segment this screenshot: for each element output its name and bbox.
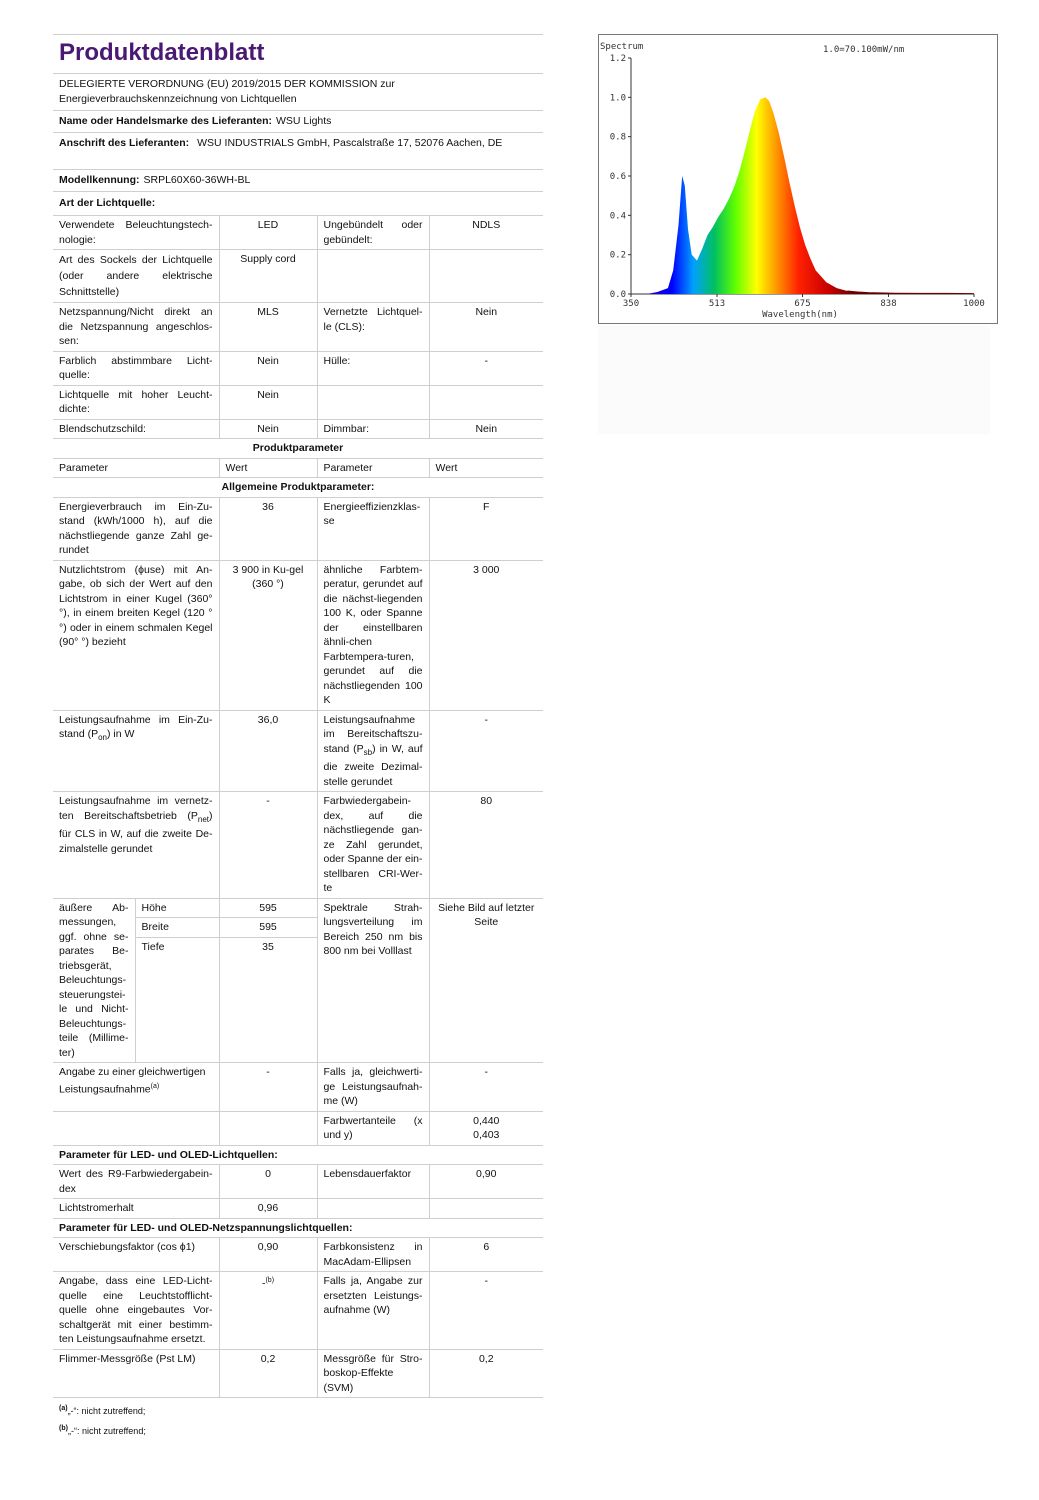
type-heading-row bbox=[53, 192, 543, 216]
datasheet bbox=[53, 34, 543, 1440]
x-tick-label: 513 bbox=[708, 299, 726, 309]
param-cell: Angabe zu einer gleichwertigen Leistungsaufnahme$^{(a)}$ bbox=[53, 1063, 219, 1112]
value-cell: - bbox=[429, 1272, 543, 1350]
y-tick-label: 0.4 bbox=[609, 211, 626, 222]
table-row bbox=[53, 216, 543, 250]
table-row bbox=[53, 1349, 543, 1398]
param-cell bbox=[317, 385, 429, 419]
param-cell: Energieeffizienzklas-se bbox=[317, 497, 429, 560]
column-header: Parameter bbox=[317, 458, 429, 478]
y-tick-label: 0.8 bbox=[609, 132, 626, 143]
param-cell: Energieverbrauch im Ein-Zu-stand (kWh/1000 h), auf die nächstliegende ganze Zahl ge-rundet bbox=[53, 497, 219, 560]
table-row bbox=[53, 792, 543, 899]
column-header: Parameter bbox=[53, 458, 219, 478]
y-tick-label: 1.2 bbox=[609, 54, 626, 64]
value-cell: - bbox=[429, 710, 543, 792]
section-heading: Produktparameter bbox=[53, 439, 543, 459]
table-row bbox=[53, 250, 543, 303]
value-cell: 6 bbox=[429, 1238, 543, 1272]
dimensions-cell bbox=[53, 898, 219, 1063]
value-cell: 3 900 in Ku-gel (360 °) bbox=[219, 560, 317, 710]
param-cell: Farblich abstimmbare Licht-quelle: bbox=[53, 351, 219, 385]
x-tick-label: 675 bbox=[794, 299, 811, 309]
param-cell: Nutzlichtstrom (ϕuse) mit An-gabe, ob sich der Wert auf den Lichtstrom in einer Kugel (360° °), in einem breiten Kegel (120 °°) oder in einem schmalen Kegel (90° °) bezieht bbox=[53, 560, 219, 710]
value-cell: NDLS bbox=[429, 216, 543, 250]
value-cell bbox=[429, 1111, 543, 1145]
table-row bbox=[53, 385, 543, 419]
depth-value: 35 bbox=[262, 940, 274, 953]
param-cell: Verwendete Beleuchtungstech-nologie: bbox=[53, 216, 219, 250]
column-header: Wert bbox=[429, 458, 543, 478]
value-cell: 36,0 bbox=[219, 710, 317, 792]
param-cell: Spektrale Strah-lungsverteilung im Bereich 250 nm bis 800 nm bei Volllast bbox=[317, 898, 429, 1063]
value-cell: 0,96 bbox=[219, 1199, 317, 1219]
section-heading: Parameter für LED- und OLED-Netzspannungslichtquellen: bbox=[53, 1218, 543, 1238]
model-row bbox=[53, 170, 543, 192]
section-heading: Allgemeine Produktparameter: bbox=[53, 478, 543, 498]
table-row bbox=[53, 351, 543, 385]
table-row bbox=[53, 419, 543, 439]
chart-annotation: 1.0=70.100mW/nm bbox=[823, 45, 905, 55]
x-value: 0,440 bbox=[473, 1114, 500, 1127]
value-cell: Nein bbox=[429, 303, 543, 352]
value-cell: 3 000 bbox=[429, 560, 543, 710]
value-cell: LED bbox=[219, 216, 317, 250]
param-cell: Wert des R9-Farbwiedergabein-dex bbox=[53, 1165, 219, 1199]
footnote-b: $^{(b)}$„-“: nicht zutreffend; bbox=[59, 1425, 146, 1437]
param-cell: Verschiebungsfaktor (cos ϕ1) bbox=[53, 1238, 219, 1272]
table-row bbox=[53, 1199, 543, 1219]
y-tick-label: 0.0 bbox=[609, 290, 626, 300]
spectrum-chart bbox=[598, 34, 998, 324]
address-row bbox=[53, 133, 543, 170]
value-cell: Nein bbox=[219, 419, 317, 439]
address-value: WSU INDUSTRIALS GmbH, Pascalstraße 17, 52076 Aachen, DE bbox=[197, 137, 503, 149]
y-tick-label: 1.0 bbox=[609, 93, 626, 104]
footnote-a: $^{(a)}$„-“: nicht zutreffend; bbox=[59, 1405, 146, 1417]
param-cell: Art des Sockels der Lichtquelle (oder andere elektrische Schnittstelle) bbox=[53, 250, 219, 303]
value-cell: - bbox=[219, 1063, 317, 1112]
value-cell: - bbox=[429, 1063, 543, 1112]
param-cell: Hülle: bbox=[317, 351, 429, 385]
param-cell: Blendschutzschild: bbox=[53, 419, 219, 439]
footnotes bbox=[53, 1400, 543, 1440]
page-title: Produktdatenblatt bbox=[53, 34, 543, 74]
value-cell bbox=[429, 385, 543, 419]
section-row bbox=[53, 1218, 543, 1238]
dimensions-values bbox=[219, 898, 317, 1063]
supplier-value: WSU Lights bbox=[276, 115, 332, 127]
table-row bbox=[53, 497, 543, 560]
param-cell: Netzspannung/Nicht direkt an die Netzspannung angeschlos-sen: bbox=[53, 303, 219, 352]
spectrum-plot bbox=[598, 34, 998, 324]
value-cell: 80 bbox=[429, 792, 543, 899]
section-row bbox=[53, 478, 543, 498]
value-cell: 0 bbox=[219, 1165, 317, 1199]
model-value: SRPL60X60-36WH-BL bbox=[143, 174, 251, 186]
param-cell: Leistungsaufnahme im Bereitschaftszu-stand $(P_{sb})$ in W, auf die zweite Dezimal-stelle gerundet bbox=[317, 710, 429, 792]
height-label: Höhe bbox=[136, 899, 220, 919]
value-cell: Nein bbox=[429, 419, 543, 439]
param-cell: Angabe, dass eine LED-Licht-quelle eine Leuchtstofflicht-quelle ohne eingebautes Vor-schaltgerät mit einer bestimm-ten Leistungsaufnahme ersetzt. bbox=[53, 1272, 219, 1350]
param-cell: Vernetzte Lichtquel-le (CLS): bbox=[317, 303, 429, 352]
param-cell: Leistungsaufnahme im vernetz-ten Bereitschaftsbetrieb $(P_{net})$ für CLS in W, auf die zweite De-zimalstelle gerundet bbox=[53, 792, 219, 899]
param-cell: Ungebündelt oder gebündelt: bbox=[317, 216, 429, 250]
x-tick-label: 350 bbox=[622, 299, 640, 309]
section-row bbox=[53, 439, 543, 459]
param-cell: Farbwertanteile (x und y) bbox=[317, 1111, 429, 1145]
depth-label: Tiefe bbox=[141, 940, 165, 953]
value-cell: Nein bbox=[219, 351, 317, 385]
dimensions-subtable bbox=[53, 899, 219, 1063]
param-cell: Falls ja, gleichwerti-ge Leistungsaufnah-me (W) bbox=[317, 1063, 429, 1112]
table-row bbox=[53, 710, 543, 792]
param-cell bbox=[317, 250, 429, 303]
value-cell: 36 bbox=[219, 497, 317, 560]
x-axis-label: Wavelength(nm) bbox=[762, 310, 838, 320]
section-row bbox=[53, 1145, 543, 1165]
param-cell: Falls ja, Angabe zur ersetzten Leistungs-aufnahme (W) bbox=[317, 1272, 429, 1350]
value-cell: - bbox=[219, 792, 317, 899]
value-cell: 0,90 bbox=[219, 1238, 317, 1272]
y-tick-label: 0.2 bbox=[609, 250, 626, 261]
y-value: 0,403 bbox=[473, 1129, 500, 1142]
address-label: Anschrift des Lieferanten: bbox=[59, 137, 190, 149]
chart-title: Spectrum bbox=[600, 42, 644, 52]
value-cell: 0,90 bbox=[429, 1165, 543, 1199]
table-row bbox=[53, 1111, 543, 1145]
value-cell: MLS bbox=[219, 303, 317, 352]
model-label: Modellkennung: bbox=[59, 174, 140, 186]
spectrum-area bbox=[647, 97, 974, 294]
width-label: Breite bbox=[136, 918, 220, 938]
regulation-text: DELEGIERTE VERORDNUNG (EU) 2019/2015 DER KOMMISSION zur Energieverbrauchskennzeichnung von Lichtquellen bbox=[53, 74, 543, 111]
supplier-label: Name oder Handelsmarke des Lieferanten: bbox=[59, 115, 272, 127]
param-cell: Lebensdauerfaktor bbox=[317, 1165, 429, 1199]
height-value: 595 bbox=[220, 899, 317, 919]
param-cell: Dimmbar: bbox=[317, 419, 429, 439]
column-header: Wert bbox=[219, 458, 317, 478]
table-row bbox=[53, 1165, 543, 1199]
param-cell: Lichtquelle mit hoher Leucht-dichte: bbox=[53, 385, 219, 419]
param-cell: Farbwiedergabein-dex, auf die nächstliegende gan-ze Zahl gerundet, oder Spanne der ein-stellbaren CRI-Wer-te bbox=[317, 792, 429, 899]
value-cell: 0,2 bbox=[219, 1349, 317, 1398]
value-cell: Nein bbox=[219, 385, 317, 419]
param-cell: Messgröße für Stro-boskop-Effekte (SVM) bbox=[317, 1349, 429, 1398]
table-row bbox=[53, 1238, 543, 1272]
column-header-row bbox=[53, 458, 543, 478]
param-cell: Farbkonsistenz in MacAdam-Ellipsen bbox=[317, 1238, 429, 1272]
param-cell: Flimmer-Messgröße (Pst LM) bbox=[53, 1349, 219, 1398]
table-row bbox=[53, 1272, 543, 1350]
value-cell bbox=[429, 250, 543, 303]
param-cell: Lichtstromerhalt bbox=[53, 1199, 219, 1219]
value-cell: - bbox=[429, 351, 543, 385]
width-value: 595 bbox=[220, 918, 317, 938]
value-cell: F bbox=[429, 497, 543, 560]
y-tick-label: 0.6 bbox=[609, 172, 626, 182]
table-row bbox=[53, 560, 543, 710]
param-cell: Leistungsaufnahme im Ein-Zu-stand $(P_{on})$ in W bbox=[53, 710, 219, 792]
datasheet-table bbox=[53, 216, 543, 1398]
param-cell: ähnliche Farbtem-peratur, gerundet auf die nächst-liegenden 100 K, oder Spanne der einstellbaren ähnli-chen Farbtempera-turen, gerundet auf die nächstliegenden 100 K bbox=[317, 560, 429, 710]
table-row bbox=[53, 898, 543, 1063]
value-cell: -$^{(b)}$ bbox=[219, 1272, 317, 1350]
dimensions-label: äußere Ab-messungen, ggf. ohne se-parates Be-triebsgerät, Beleuchtungs-steuerungstei-le und Nicht-Beleuchtungs-teile (Millime-ter) bbox=[53, 899, 135, 1063]
section-heading: Parameter für LED- und OLED-Lichtquellen: bbox=[53, 1145, 543, 1165]
x-tick-label: 1000 bbox=[963, 299, 985, 309]
value-cell: 0,2 bbox=[429, 1349, 543, 1398]
table-row bbox=[53, 1063, 543, 1112]
value-cell: Siehe Bild auf letzter Seite bbox=[429, 898, 543, 1063]
table-row bbox=[53, 303, 543, 352]
value-cell: Supply cord bbox=[219, 250, 317, 303]
x-tick-label: 838 bbox=[880, 299, 897, 309]
supplier-row bbox=[53, 111, 543, 133]
type-heading: Art der Lichtquelle: bbox=[59, 197, 156, 209]
